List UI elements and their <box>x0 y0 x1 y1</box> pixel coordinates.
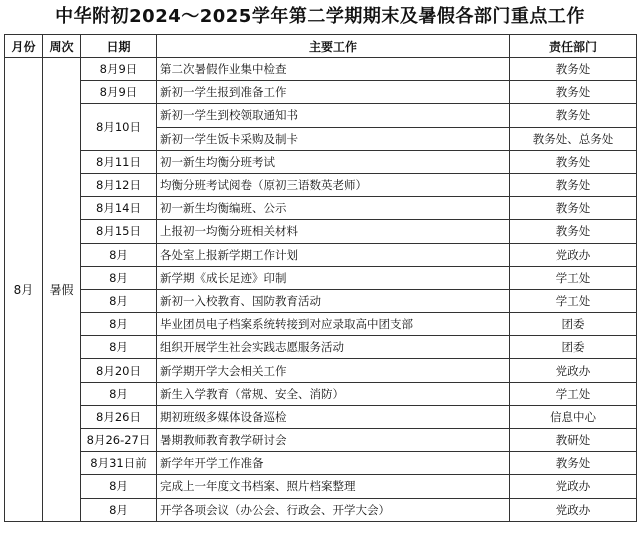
work-cell: 新学年开学工作准备 <box>157 452 510 475</box>
table-row <box>5 498 637 521</box>
date-cell: 8月26日 <box>81 405 157 428</box>
work-cell: 新生入学教育（常规、安全、消防） <box>157 382 510 405</box>
dept-cell: 党政办 <box>510 243 637 266</box>
month-cell: 8月 <box>5 58 43 522</box>
work-cell: 新初一学生报到准备工作 <box>157 81 510 104</box>
date-cell: 8月12日 <box>81 173 157 196</box>
table-row <box>5 173 637 196</box>
header-month: 月份 <box>5 35 43 58</box>
date-cell: 8月 <box>81 266 157 289</box>
header-date: 日期 <box>81 35 157 58</box>
table-row <box>5 336 637 359</box>
work-cell: 新学期《成长足迹》印制 <box>157 266 510 289</box>
header-row <box>5 35 637 58</box>
work-cell: 上报初一均衡分班相关材料 <box>157 220 510 243</box>
date-cell: 8月20日 <box>81 359 157 382</box>
dept-cell: 教务处 <box>510 150 637 173</box>
work-cell: 新初一学生饭卡采购及制卡 <box>157 127 510 150</box>
dept-cell: 教务处 <box>510 197 637 220</box>
dept-cell: 团委 <box>510 336 637 359</box>
table-row <box>5 58 637 81</box>
table-row <box>5 313 637 336</box>
work-cell: 新初一学生到校领取通知书 <box>157 104 510 127</box>
table-row <box>5 452 637 475</box>
dept-cell: 党政办 <box>510 475 637 498</box>
table-row <box>5 220 637 243</box>
header-week: 周次 <box>43 35 81 58</box>
date-cell: 8月 <box>81 336 157 359</box>
date-cell: 8月14日 <box>81 197 157 220</box>
work-cell: 各处室上报新学期工作计划 <box>157 243 510 266</box>
date-cell: 8月9日 <box>81 81 157 104</box>
dept-cell: 党政办 <box>510 359 637 382</box>
table-row <box>5 405 637 428</box>
table-row <box>5 81 637 104</box>
table-row <box>5 243 637 266</box>
work-cell: 开学各项会议（办公会、行政会、开学大会） <box>157 498 510 521</box>
table-row <box>5 266 637 289</box>
table-row <box>5 382 637 405</box>
header-dept: 责任部门 <box>510 35 637 58</box>
dept-cell: 教务处 <box>510 220 637 243</box>
work-cell: 第二次暑假作业集中检查 <box>157 58 510 81</box>
table-body <box>5 58 637 522</box>
table-row <box>5 429 637 452</box>
date-cell: 8月9日 <box>81 58 157 81</box>
work-cell: 组织开展学生社会实践志愿服务活动 <box>157 336 510 359</box>
dept-cell: 教研处 <box>510 429 637 452</box>
dept-cell: 学工处 <box>510 289 637 312</box>
work-cell: 暑期教师教育教学研讨会 <box>157 429 510 452</box>
dept-cell: 教务处 <box>510 452 637 475</box>
date-cell: 8月 <box>81 313 157 336</box>
date-cell: 8月26-27日 <box>81 429 157 452</box>
header-work: 主要工作 <box>157 35 510 58</box>
date-cell: 8月 <box>81 475 157 498</box>
work-cell: 期初班级多媒体设备巡检 <box>157 405 510 428</box>
table-row <box>5 150 637 173</box>
dept-cell: 学工处 <box>510 266 637 289</box>
work-cell: 毕业团员电子档案系统转接到对应录取高中团支部 <box>157 313 510 336</box>
dept-cell: 信息中心 <box>510 405 637 428</box>
table-row <box>5 359 637 382</box>
date-cell: 8月15日 <box>81 220 157 243</box>
schedule-table <box>4 34 637 522</box>
work-cell: 均衡分班考试阅卷（原初三语数英老师） <box>157 173 510 196</box>
dept-cell: 教务处、总务处 <box>510 127 637 150</box>
table-row <box>5 475 637 498</box>
date-cell: 8月 <box>81 243 157 266</box>
dept-cell: 团委 <box>510 313 637 336</box>
dept-cell: 教务处 <box>510 81 637 104</box>
dept-cell: 学工处 <box>510 382 637 405</box>
dept-cell: 教务处 <box>510 104 637 127</box>
week-cell: 暑假 <box>43 58 81 522</box>
table-row <box>5 104 637 127</box>
date-cell: 8月31日前 <box>81 452 157 475</box>
page-title: 中华附初2024～2025学年第二学期期末及暑假各部门重点工作 <box>55 6 585 27</box>
date-cell: 8月 <box>81 498 157 521</box>
work-cell: 新学期开学大会相关工作 <box>157 359 510 382</box>
work-cell: 新初一入校教育、国防教育活动 <box>157 289 510 312</box>
dept-cell: 教务处 <box>510 58 637 81</box>
work-cell: 完成上一年度文书档案、照片档案整理 <box>157 475 510 498</box>
work-cell: 初一新生均衡分班考试 <box>157 150 510 173</box>
table-row <box>5 197 637 220</box>
date-cell: 8月10日 <box>81 104 157 150</box>
date-cell: 8月 <box>81 289 157 312</box>
dept-cell: 党政办 <box>510 498 637 521</box>
date-cell: 8月11日 <box>81 150 157 173</box>
dept-cell: 教务处 <box>510 173 637 196</box>
date-cell: 8月 <box>81 382 157 405</box>
work-cell: 初一新生均衡编班、公示 <box>157 197 510 220</box>
table-row <box>5 289 637 312</box>
